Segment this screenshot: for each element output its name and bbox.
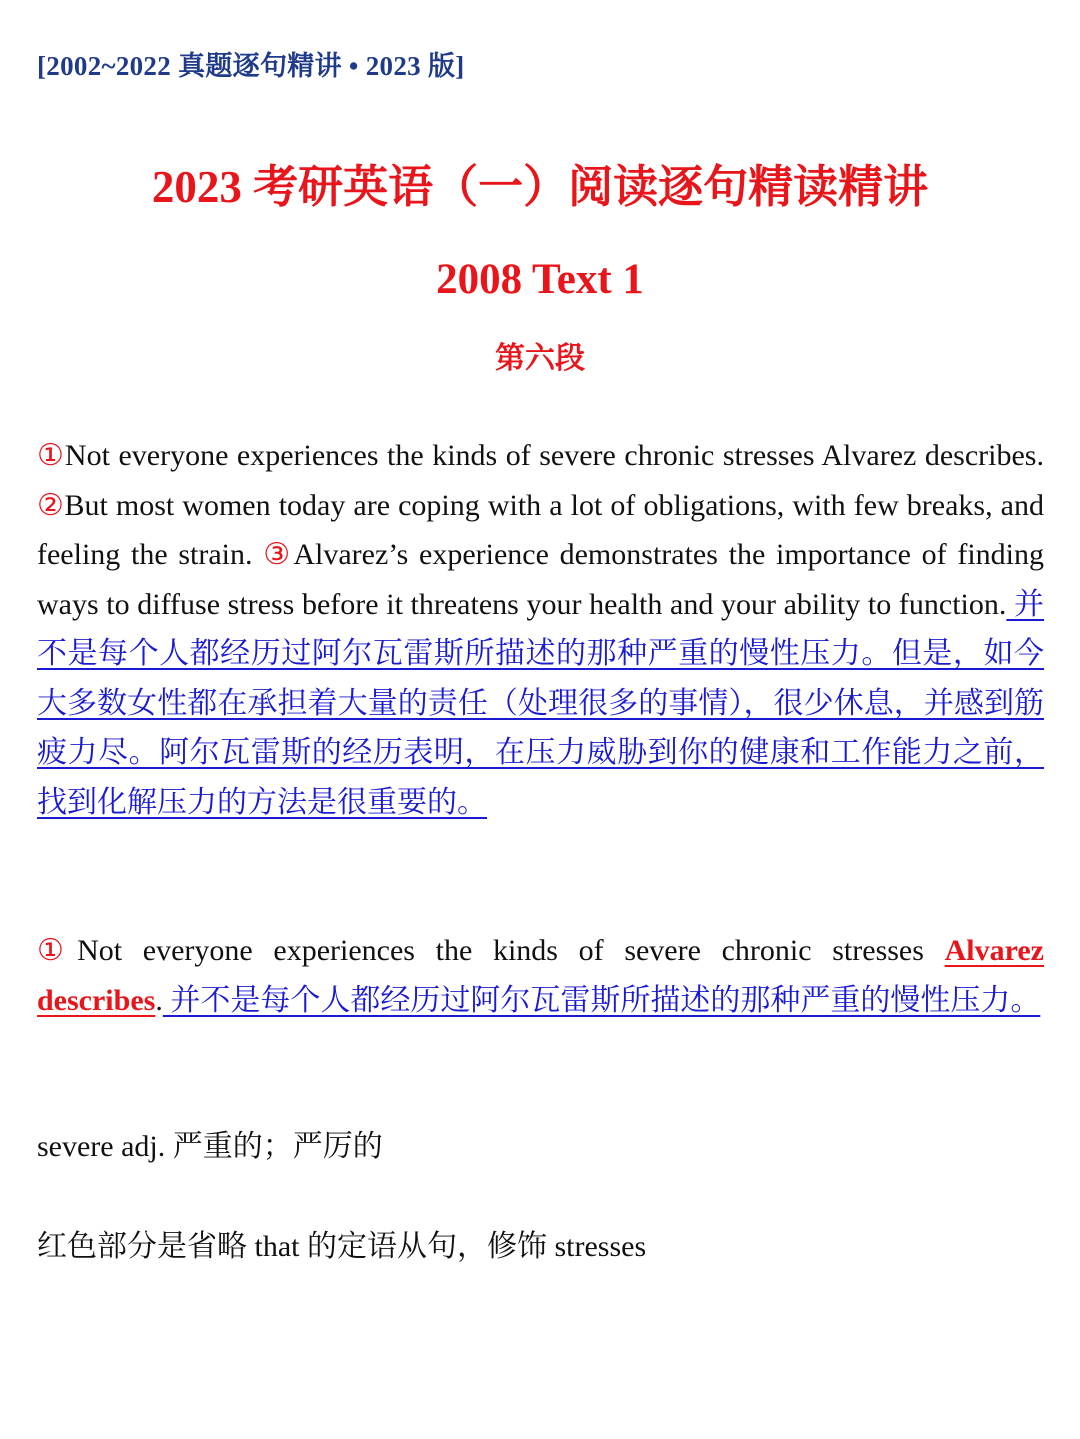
paragraph-translation: 并不是每个人都经历过阿尔瓦雷斯所描述的那种严重的慢性压力。但是，如今大多数女性都在承担着大量的责任（处理很多的事情），很少休息，并感到筋疲力尽。阿尔瓦雷斯的经历表明，在压力威胁到你的健康和工作能力之前，找到化解压力的方法是很重要的。 [37,587,1044,819]
highlighted-clause: Alvarez describes [37,934,1044,1017]
analysis-sentence-text: Not everyone experiences the kinds of severe chronic stresses [77,934,945,967]
series-header: [2002~2022 真题逐句精讲 • 2023 版] [37,51,465,81]
analysis-sentence-period: . [155,983,163,1017]
sentence-2-text: But most women today are coping with a lot of obligations, with few breaks, and feeling the strain. [37,488,1044,571]
sentence-3-number: ③ [263,538,294,571]
sentence-1-number: ① [37,439,65,472]
paragraph-full [37,431,1044,827]
vocabulary-note: severe adj. 严重的；严厉的 [37,1130,383,1163]
sentence-1-text: Not everyone experiences the kinds of severe chronic stresses Alvarez describes. [64,439,1044,472]
sentence-analysis [37,926,1044,1025]
sentence-3-text: Alvarez’s experience demonstrates the importance of finding ways to diffuse stress before it threatens your health and your ability to function. [37,538,1044,621]
main-title: 2023 考研英语（一）阅读逐句精读精讲 [151,162,929,212]
grammar-note: 红色部分是省略 that 的定语从句，修饰 stresses [37,1230,647,1263]
sentence-translation: 并不是每个人都经历过阿尔瓦雷斯所描述的那种严重的慢性压力。 [162,983,1041,1017]
analysis-sentence-number: ① [37,934,78,967]
section-title: 第六段 [495,342,585,375]
text-subtitle: 2008 Text 1 [436,256,644,303]
sentence-2-number: ② [37,488,65,522]
